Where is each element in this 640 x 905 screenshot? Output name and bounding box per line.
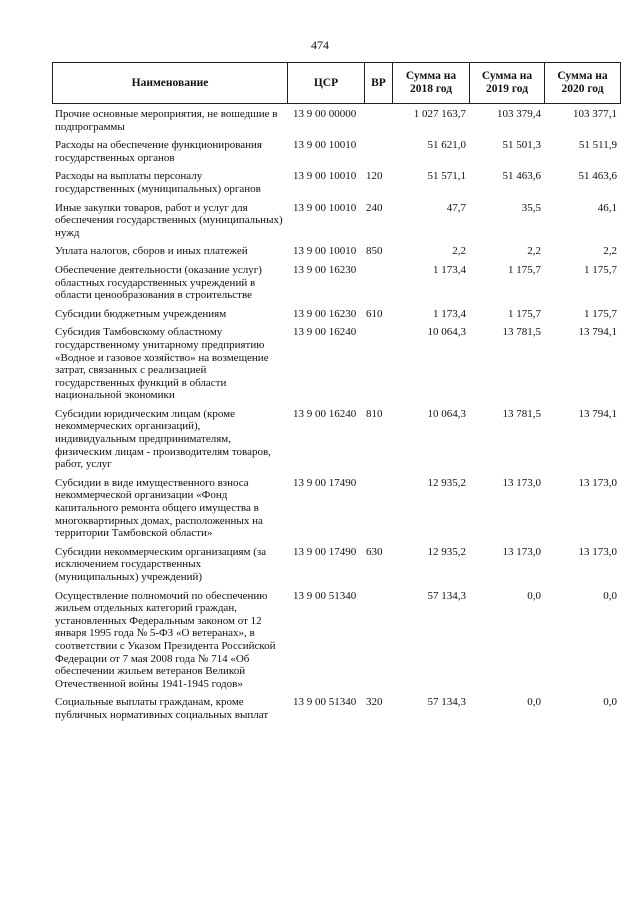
row-sum-2020: 46,1 bbox=[597, 201, 617, 214]
page-number: 474 bbox=[311, 38, 329, 52]
row-sum-2019: 0,0 bbox=[527, 696, 541, 709]
row-vr bbox=[364, 108, 392, 133]
row-sum-2020: 0,0 bbox=[603, 696, 617, 709]
row-sum-2019: 103 379,4 bbox=[497, 108, 541, 120]
row-sum-2020: 1 175,7 bbox=[584, 307, 617, 320]
row-sum-2018: 57 134,3 bbox=[427, 589, 466, 602]
row-sum-2020: 51 463,6 bbox=[578, 170, 617, 183]
row-csr: 13 9 00 16240 bbox=[293, 407, 357, 420]
row-sum-2019: 13 173,0 bbox=[502, 545, 541, 558]
row-sum-2018: 47,7 bbox=[446, 201, 466, 214]
row-sum-2019: 13 781,5 bbox=[502, 407, 541, 420]
row-csr: 13 9 00 17490 bbox=[293, 476, 357, 489]
row-csr: 13 9 00 10010 bbox=[293, 201, 357, 214]
row-sum-2018: 51 571,1 bbox=[427, 170, 466, 183]
row-name: Обеспечение деятельности (оказание услуг) областных государственных учреждений в области ценообразования в строительстве bbox=[55, 263, 262, 302]
row-sum-2018: 1 173,4 bbox=[433, 263, 466, 276]
table-row bbox=[52, 326, 620, 402]
row-sum-2020: 2,2 bbox=[603, 245, 617, 258]
row-csr: 13 9 00 16230 bbox=[293, 307, 357, 320]
row-sum-2018: 12 935,2 bbox=[427, 476, 466, 489]
table-row bbox=[52, 245, 620, 258]
row-csr: 13 9 00 16230 bbox=[293, 263, 357, 276]
row-csr: 13 9 00 17490 bbox=[293, 545, 357, 558]
row-sum-2018: 2,2 bbox=[452, 245, 466, 258]
row-name: Расходы на обеспечение функционирования государственных органов bbox=[55, 139, 262, 164]
row-vr bbox=[364, 139, 392, 164]
row-sum-2019: 0,0 bbox=[527, 589, 541, 602]
header-sum-2018: Сумма на 2018 год bbox=[393, 63, 470, 104]
row-csr: 13 9 00 00000 bbox=[293, 108, 357, 120]
table-row bbox=[52, 590, 620, 691]
row-name: Осуществление полномочий по обеспечению жильем отдельных категорий граждан, установленных Федеральным законом от 12 января 1995 года № 5-ФЗ «О ветеранах», в соответствии с Указом Президента Российской Федерации от 7 мая 2008 года № 714 «Об обеспечении жильем ветеранов Великой Отечественной войны 1941-1945 годов» bbox=[55, 589, 276, 690]
row-sum-2018: 57 134,3 bbox=[427, 696, 466, 709]
row-sum-2020: 13 794,1 bbox=[578, 326, 617, 339]
row-sum-2019: 51 463,6 bbox=[502, 170, 541, 183]
row-vr: 630 bbox=[366, 545, 383, 558]
row-sum-2020: 103 377,1 bbox=[573, 108, 617, 120]
row-vr: 610 bbox=[366, 307, 383, 320]
header-csr: ЦСР bbox=[288, 63, 365, 104]
row-sum-2018: 1 027 163,7 bbox=[413, 108, 466, 120]
table-row bbox=[52, 696, 620, 721]
row-vr bbox=[364, 326, 392, 402]
table-row bbox=[52, 408, 620, 471]
row-sum-2019: 51 501,3 bbox=[502, 139, 541, 152]
row-csr: 13 9 00 10010 bbox=[293, 170, 357, 183]
row-sum-2019: 2,2 bbox=[527, 245, 541, 258]
row-vr bbox=[364, 590, 392, 691]
table-header bbox=[52, 62, 621, 104]
row-name: Уплата налогов, сборов и иных платежей bbox=[55, 245, 248, 258]
row-csr: 13 9 00 10010 bbox=[293, 245, 357, 258]
row-sum-2018: 10 064,3 bbox=[427, 326, 466, 339]
row-sum-2020: 13 794,1 bbox=[578, 407, 617, 420]
row-name: Субсидии в виде имущественного взноса некоммерческой организации «Фонд капитального ремонта общего имущества в многоквартирных домах, расположенных на территории Тамбовской области» bbox=[55, 476, 263, 540]
row-sum-2020: 1 175,7 bbox=[584, 263, 617, 276]
header-sum-2019: Сумма на 2019 год bbox=[470, 63, 545, 104]
table-row bbox=[52, 546, 620, 584]
row-sum-2018: 1 173,4 bbox=[433, 307, 466, 320]
table-row bbox=[52, 139, 620, 164]
row-vr: 810 bbox=[366, 407, 383, 420]
row-sum-2019: 13 781,5 bbox=[502, 326, 541, 339]
row-vr: 320 bbox=[366, 696, 383, 709]
table-row bbox=[52, 108, 620, 133]
header-name: Наименование bbox=[53, 63, 288, 104]
table-row bbox=[52, 477, 620, 540]
row-csr: 13 9 00 10010 bbox=[293, 139, 357, 152]
row-name: Субсидии бюджетным учреждениям bbox=[55, 307, 227, 320]
table-row bbox=[52, 264, 620, 302]
table-row bbox=[52, 202, 620, 240]
row-name: Субсидии юридическим лицам (кроме некоммерческих организаций), индивидуальным предпринимателям, физическим лицам - производителям товаров, работ, услуг bbox=[55, 407, 271, 471]
row-name: Иные закупки товаров, работ и услуг для обеспечения государственных (муниципальных) нужд bbox=[55, 201, 283, 239]
row-vr bbox=[364, 264, 392, 302]
row-name: Расходы на выплаты персоналу государственных (муниципальных) органов bbox=[55, 170, 261, 195]
row-sum-2018: 51 621,0 bbox=[427, 139, 466, 152]
row-sum-2020: 13 173,0 bbox=[578, 545, 617, 558]
row-vr: 120 bbox=[366, 170, 383, 183]
row-sum-2019: 1 175,7 bbox=[508, 307, 541, 320]
row-sum-2019: 13 173,0 bbox=[502, 476, 541, 489]
row-sum-2020: 0,0 bbox=[603, 589, 617, 602]
row-sum-2018: 12 935,2 bbox=[427, 545, 466, 558]
table-row bbox=[52, 170, 620, 195]
row-vr: 850 bbox=[366, 245, 383, 258]
row-name: Прочие основные мероприятия, не вошедшие в подпрограммы bbox=[55, 108, 278, 133]
row-sum-2019: 35,5 bbox=[521, 201, 541, 214]
row-vr: 240 bbox=[366, 201, 383, 214]
row-sum-2020: 13 173,0 bbox=[578, 476, 617, 489]
row-csr: 13 9 00 16240 bbox=[293, 326, 357, 339]
table-row bbox=[52, 308, 620, 321]
table-body bbox=[52, 108, 620, 728]
row-csr: 13 9 00 51340 bbox=[293, 696, 357, 709]
row-name: Социальные выплаты гражданам, кроме публичных нормативных социальных выплат bbox=[55, 696, 269, 721]
row-sum-2020: 51 511,9 bbox=[578, 139, 617, 152]
row-vr bbox=[364, 477, 392, 540]
header-sum-2020: Сумма на 2020 год bbox=[545, 63, 621, 104]
header-vr: ВР bbox=[365, 63, 393, 104]
row-sum-2018: 10 064,3 bbox=[427, 407, 466, 420]
row-name: Субсидии некоммерческим организациям (за исключением государственных (муниципальных) учреждений) bbox=[55, 545, 267, 583]
row-csr: 13 9 00 51340 bbox=[293, 589, 357, 602]
row-sum-2019: 1 175,7 bbox=[508, 263, 541, 276]
row-name: Субсидия Тамбовскому областному государственному унитарному предприятию «Водное и газовое хозяйство» на возмещение затрат, связанных с реализацией государственных функций в области национальной экономики bbox=[55, 326, 269, 402]
